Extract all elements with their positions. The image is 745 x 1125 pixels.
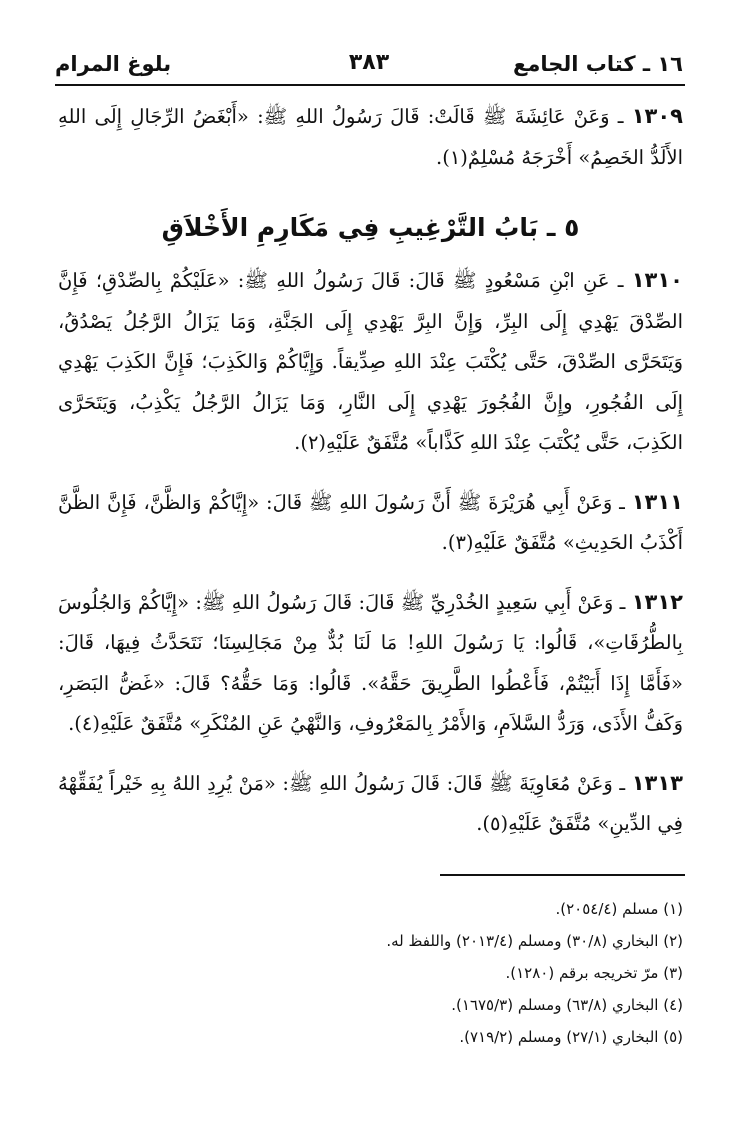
running-chapter-title: ١٦ ـ كتاب الجامع (513, 52, 683, 76)
header-rule (55, 84, 685, 86)
footnote: (١) مسلم (٢٠٥٤/٤). (555, 900, 683, 918)
body-text (58, 96, 683, 845)
hadith-text: ـ وَعَنْ مُعَاوِيَةَ ﷺ قَالَ: قَالَ رَسُولُ اللهِ ﷺ: «مَنْ يُرِدِ اللهُ بِهِ خَيْراً يُفَقِّهْهُ فِي الدِّينِ» مُتَّفَقٌ عَلَيْهِ(٥). (58, 771, 683, 835)
hadith-number: ١٣١٣ (631, 770, 683, 795)
hadith-paragraph (58, 763, 683, 845)
running-book-title: بلوغ المرام (55, 52, 172, 76)
page-number: ٣٨٣ (348, 50, 390, 75)
hadith-number: ١٣٠٩ (631, 104, 683, 128)
footnote-rule (440, 874, 685, 876)
footnote: (٥) البخاري (٢٧/١) ومسلم (٧١٩/٢). (459, 1028, 683, 1046)
hadith-paragraph (58, 482, 683, 564)
footnote: (٤) البخاري (٦٣/٨) ومسلم (١٦٧٥/٣). (451, 996, 683, 1014)
hadith-paragraph (58, 260, 683, 464)
footnotes (100, 893, 683, 1053)
hadith-number: ١٣١٢ (631, 589, 683, 614)
hadith-text: ـ وَعَنْ عَائِشَةَ ﷺ قَالَتْ: قَالَ رَسُولُ اللهِ ﷺ: «أَبْغَضُ الرِّجَالِ إِلَى اللهِ الأَلَدُّ الخَصِمُ» أَخْرَجَهُ مُسْلِمٌ(١). (58, 105, 683, 169)
hadith-number: ١٣١١ (631, 489, 683, 514)
footnote: (٣) مرّ تخريجه برقم (١٢٨٠). (505, 964, 683, 982)
hadith-text: ـ وَعَنْ أَبِي هُرَيْرَةَ ﷺ أَنَّ رَسُولَ اللهِ ﷺ قَالَ: «إِيَّاكُمْ وَالظَّنَّ، فَإِنَّ الظَّنَّ أَكْذَبُ الحَدِيثِ» مُتَّفَقٌ عَلَيْهِ(٣). (58, 490, 683, 554)
hadith-text: ـ وَعَنْ أَبِي سَعِيدٍ الخُدْرِيِّ ﷺ قَالَ: قَالَ رَسُولُ اللهِ ﷺ: «إِيَّاكُمْ وَالجُلُوسَ بِالطُّرُقَاتِ»، قَالُوا: يَا رَسُولَ اللهِ! مَا لَنَا بُدٌّ مِنْ مَجَالِسِنَا؛ نَتَحَدَّثُ فِيهَا، قَالَ: «فَأَمَّا إِذَا أَبَيْتُمْ، فَأَعْطُوا الطَّرِيقَ حَقَّهُ». قَالُوا: وَمَا حَقُّهُ؟ قَالَ: «غَضُّ البَصَرِ، وَكَفُّ الأَذَى، وَرَدُّ السَّلاَمِ، وَالأَمْرُ بِالمَعْرُوفِ، وَالنَّهْيُ عَنِ المُنْكَرِ» مُتَّفَقٌ عَلَيْهِ(٤). (58, 590, 683, 735)
hadith-text: ـ عَنِ ابْنِ مَسْعُودٍ ﷺ قَالَ: قَالَ رَسُولُ اللهِ ﷺ: «عَلَيْكُمْ بِالصِّدْقِ؛ فَإِنَّ الصِّدْقَ يَهْدِي إِلَى البِرِّ، وَإِنَّ البِرَّ يَهْدِي إِلَى الجَنَّةِ، وَمَا يَزَالُ الرَّجُلُ يَصْدُقُ، وَيَتَحَرَّى الصِّدْقَ، حَتَّى يُكْتَبَ عِنْدَ اللهِ صِدِّيقاً. وَإِيَّاكُمْ وَالكَذِبَ؛ فَإِنَّ الكَذِبَ يَهْدِي إِلَى الفُجُورِ، وإِنَّ الفُجُورَ يَهْدِي إِلَى النَّارِ، وَمَا يَزَالُ الرَّجُلُ يَكْذِبُ، وَيَتَحَرَّى الكَذِبَ، حَتَّى يُكْتَبَ عِنْدَ اللهِ كَذَّاباً» مُتَّفَقٌ عَلَيْهِ(٢). (58, 269, 683, 454)
hadith-number: ١٣١٠ (631, 268, 683, 292)
chapter-heading: ٥ ـ بَابُ التَّرْغِيبِ فِي مَكَارِمِ الأَخْلاَقِ (161, 213, 580, 242)
hadith-paragraph (58, 582, 683, 745)
footnote: (٢) البخاري (٣٠/٨) ومسلم (٢٠١٣/٤) واللفظ له. (386, 932, 683, 950)
hadith-paragraph (58, 96, 683, 178)
page-header (55, 44, 683, 84)
